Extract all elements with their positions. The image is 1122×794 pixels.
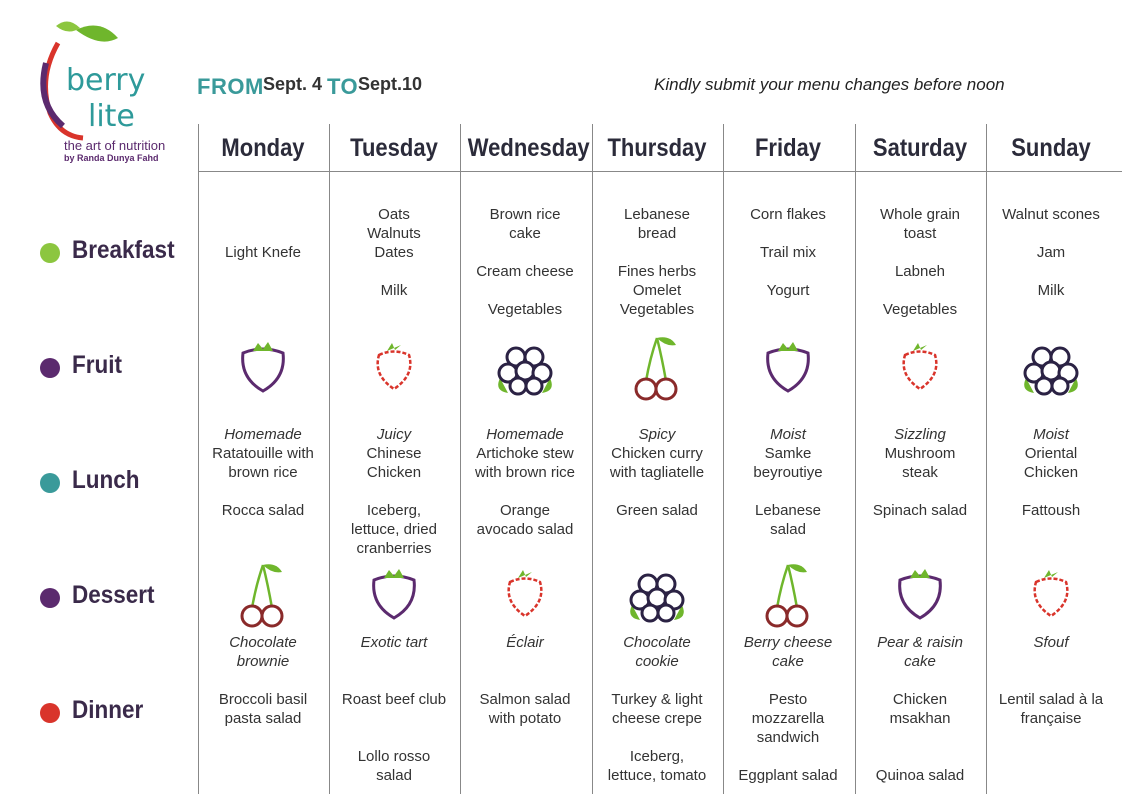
fruit-strawberry-icon [228,333,298,403]
meal-label-breakfast: Breakfast [72,236,175,264]
menu-line: Iceberg, [366,502,422,519]
lunch-title: Moist [770,426,806,443]
dessert-cell-thursday [592,633,722,671]
menu-line: Yogurt [766,282,810,299]
spacer [723,262,853,281]
fruit-blueberries-icon [1016,333,1086,403]
logo-tagline: the art of nutrition [64,138,166,153]
menu-line: Trail mix [759,244,817,261]
menu-line: Jam [1036,244,1066,261]
breakfast-cell-saturday [855,205,985,319]
menu-line: Cream cheese [476,263,574,280]
lunch-title: Spicy [638,426,676,443]
menu-line: Roast beef club [341,691,447,708]
menu-line: Sfouf [1033,634,1069,651]
spacer [723,224,853,243]
lunch-cell-monday [198,425,328,520]
breakfast-cell-monday [198,205,328,262]
lunch-cell-thursday [592,425,722,520]
menu-line: brown rice [228,464,298,481]
menu-line: lettuce, tomato [607,767,707,784]
menu-line: Fattoush [1021,502,1081,519]
menu-line: lettuce, dried [351,521,437,538]
lunch-title: Moist [1033,426,1069,443]
lunch-dot [40,473,60,493]
menu-line: cake [904,653,936,670]
menu-line: Chocolate [229,634,297,651]
fruit-cherries-icon [622,333,692,403]
menu-line: Lollo rosso [357,748,431,765]
dinner-cell-wednesday [460,690,590,728]
dessert-blueberries-icon [622,560,692,630]
lunch-cell-sunday [986,425,1116,520]
dinner-cell-sunday [986,690,1116,728]
menu-line: Walnut scones [1002,206,1100,223]
menu-line: Milk [1037,282,1065,299]
menu-line: Mushroom [884,445,956,462]
dessert-cell-tuesday [329,633,459,652]
meal-label-lunch: Lunch [72,466,140,494]
lunch-title: Homemade [486,426,564,443]
dessert-strawberry-icon [885,560,955,630]
to-date: Sept.10 [358,74,423,94]
breakfast-cell-wednesday [460,205,590,319]
breakfast-cell-tuesday [329,205,459,300]
menu-line: Lentil salad à la [998,691,1104,708]
menu-line: msakhan [889,710,951,727]
to-label: TO [327,74,359,99]
spacer [592,482,722,501]
spacer [855,728,985,747]
spacer [460,243,590,262]
spacer [460,281,590,300]
fruit-raspberry-icon [885,333,955,403]
menu-line: Brown rice [489,206,561,223]
spacer [723,482,853,501]
menu-line: with brown rice [474,464,576,481]
fruit-raspberry-icon [359,333,429,403]
menu-line: Milk [380,282,408,299]
spacer [198,224,328,243]
spacer [592,243,722,262]
menu-line: cookie [635,653,679,670]
menu-line: Green salad [616,502,698,519]
fruit-strawberry-icon [753,333,823,403]
lunch-title: Sizzling [894,426,946,443]
meal-label-fruit: Fruit [72,351,122,379]
dessert-raspberry-icon [1016,560,1086,630]
menu-line: Lebanese [755,502,821,519]
spacer [329,728,459,747]
menu-line: Labneh [894,263,946,280]
menu-line: Artichoke stew [476,445,574,462]
menu-line: cranberries [356,540,432,557]
menu-line: mozzarella [751,710,825,727]
spacer [855,482,985,501]
menu-line: Chicken [366,464,422,481]
dessert-cherries-icon [228,560,298,630]
lunch-title: Homemade [224,426,302,443]
menu-line: Corn flakes [750,206,826,223]
spacer [198,205,328,224]
dinner-cell-monday [198,690,328,728]
dessert-cherries-icon [753,560,823,630]
submission-note: Kindly submit your menu changes before noon [654,75,1005,94]
logo-byline: by Randa Dunya Fahd [64,153,159,163]
menu-line: Quinoa salad [875,767,965,784]
fruit-blueberries-icon [490,333,560,403]
menu-line: Chocolate [623,634,691,651]
menu-line: Chinese [366,445,422,462]
menu-line: beyroutiye [753,464,823,481]
menu-line: brownie [236,653,290,670]
menu-line: Iceberg, [629,748,685,765]
menu-line: Spinach salad [872,502,968,519]
day-header-friday: Friday [754,134,822,162]
dessert-cell-saturday [855,633,985,671]
breakfast-cell-thursday [592,205,722,319]
logo-word-top: berry [66,63,146,98]
menu-line: sandwich [756,729,820,746]
day-header-saturday: Saturday [872,134,968,162]
menu-line: Oats [378,206,410,223]
from-label: FROM [197,74,264,99]
dessert-cell-sunday [986,633,1116,652]
menu-line: Pear & raisin [877,634,963,651]
lunch-cell-tuesday [329,425,459,558]
lunch-title: Juicy [376,426,412,443]
spacer [855,243,985,262]
header-divider [198,171,1122,172]
menu-line: Oriental [1024,445,1078,462]
menu-line: Samke [764,445,812,462]
menu-line: Berry cheese [743,634,833,651]
menu-line: Vegetables [619,301,695,318]
dinner-cell-friday [723,690,853,785]
spacer [723,747,853,766]
menu-line: Whole grain [879,206,961,223]
spacer [855,747,985,766]
menu-line: Rocca salad [221,502,305,519]
dinner-cell-tuesday [329,690,459,785]
spacer [855,281,985,300]
menu-line: Broccoli basil [218,691,308,708]
meal-label-dessert: Dessert [72,581,155,609]
menu-line: steak [902,464,938,481]
spacer [986,224,1116,243]
logo-word-bottom: lite [88,99,135,134]
menu-line: pasta salad [224,710,302,727]
breakfast-cell-friday [723,205,853,300]
menu-line: Lebanese [624,206,690,223]
menu-line: Chicken [892,691,948,708]
spacer [592,728,722,747]
dessert-cell-wednesday [460,633,590,652]
menu-line: salad [770,521,806,538]
menu-line: Vegetables [882,301,958,318]
fruit-dot [40,358,60,378]
breakfast-dot [40,243,60,263]
menu-line: Orange [499,502,551,519]
day-header-thursday: Thursday [607,134,707,162]
dinner-dot [40,703,60,723]
menu-line: Walnuts [367,225,421,242]
day-header-sunday: Sunday [1011,134,1091,162]
menu-line: avocado salad [476,521,574,538]
menu-line: Pesto [768,691,808,708]
spacer [986,262,1116,281]
menu-line: Éclair [506,634,544,651]
menu-line: Chicken curry [611,445,703,462]
menu-line: Fines herbs [617,263,697,280]
menu-line: Turkey & light [611,691,703,708]
lunch-cell-wednesday [460,425,590,539]
menu-line: Chicken [1023,464,1079,481]
dessert-cell-friday [723,633,853,671]
spacer [329,709,459,728]
day-header-monday: Monday [221,134,305,162]
spacer [329,262,459,281]
spacer [329,482,459,501]
menu-line: Vegetables [487,301,563,318]
menu-line: Exotic tart [360,634,428,651]
dessert-strawberry-icon [359,560,429,630]
menu-line: cake [772,653,804,670]
lunch-cell-friday [723,425,853,539]
menu-line: toast [903,225,937,242]
menu-line: Salmon salad [479,691,571,708]
menu-line: Dates [374,244,414,261]
menu-line: Omelet [632,282,682,299]
spacer [198,482,328,501]
menu-line: Light Knefe [225,244,301,261]
spacer [460,482,590,501]
dessert-dot [40,588,60,608]
meal-label-dinner: Dinner [72,696,144,724]
menu-line: with potato [488,710,562,727]
lunch-cell-saturday [855,425,985,520]
day-header-wednesday: Wednesday [467,134,590,162]
spacer [986,482,1116,501]
menu-line: Eggplant salad [738,767,838,784]
dinner-cell-saturday [855,690,985,785]
menu-line: cake [509,225,541,242]
dessert-cell-monday [198,633,328,671]
dinner-cell-thursday [592,690,722,785]
breakfast-cell-sunday [986,205,1116,300]
from-date: Sept. 4 [263,74,323,94]
menu-line: cheese crepe [611,710,703,727]
menu-line: salad [376,767,412,784]
menu-line: with tagliatelle [609,464,705,481]
day-header-tuesday: Tuesday [350,134,438,162]
dessert-raspberry-icon [490,560,560,630]
menu-line: bread [637,225,677,242]
menu-line: Ratatouille with [212,445,314,462]
menu-line: française [1020,710,1082,727]
